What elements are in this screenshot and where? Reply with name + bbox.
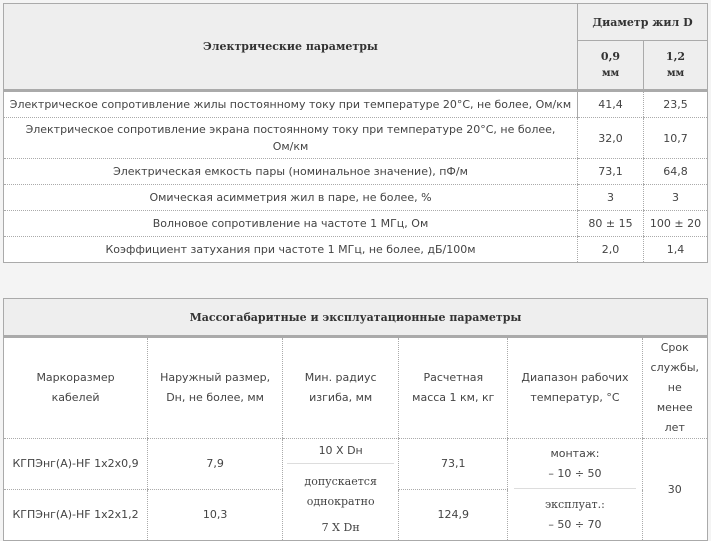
divider	[514, 488, 635, 489]
temp-oper-range: – 50 ÷ 70	[548, 518, 602, 531]
service-life: 30	[642, 439, 707, 541]
temp-oper-label: эксплуат.:	[545, 498, 605, 511]
diameter-value: 1,2	[665, 50, 686, 63]
electrical-params-table	[3, 3, 708, 263]
diameter-unit: мм	[601, 68, 620, 79]
diameter-unit: мм	[666, 68, 685, 79]
temp-mount-range: – 10 ÷ 50	[548, 467, 602, 480]
param-value: 73,1	[578, 159, 644, 185]
column-headers	[4, 337, 708, 439]
divider	[287, 463, 394, 464]
table-row	[4, 439, 708, 490]
cable-mark: КГПЭнг(А)-HF 1х2х1,2	[12, 508, 139, 521]
param-value: 3	[644, 185, 708, 211]
diameter-value: 0,9	[600, 50, 621, 63]
table-row	[4, 237, 708, 263]
table-row	[4, 185, 708, 211]
diameter-col-1-2	[644, 41, 708, 91]
cable-mark: КГПЭнг(А)-HF 1х2х0,9	[4, 439, 148, 490]
param-value: 64,8	[644, 159, 708, 185]
temp-mount-label: монтаж:	[550, 447, 600, 460]
param-value: 10,7	[644, 118, 708, 159]
param-label: Электрическая емкость пары (номинальное значение), пФ/м	[4, 159, 578, 185]
table-row	[4, 211, 708, 237]
bend-radius-cell	[283, 439, 399, 541]
bend-radius-once-note: допускается однократно	[304, 475, 377, 508]
outer-size: 10,3	[148, 490, 283, 541]
param-value: 3	[578, 185, 644, 211]
param-label: Электрическое сопротивление жилы постоянному току при температуре 20°С, не более, Ом/км	[4, 91, 578, 118]
mass: 73,1	[399, 439, 508, 490]
param-label: Волновое сопротивление на частоте 1 МГц, Ом	[4, 211, 578, 237]
param-value: 23,5	[644, 91, 708, 118]
param-label: Электрическое сопротивление экрана постоянному току при температуре 20°С, не более, Ом/км	[4, 118, 578, 159]
param-value: 41,4	[578, 91, 644, 118]
mechanical-params-title: Массогабаритные и эксплуатационные параметры	[4, 299, 708, 337]
param-value: 2,0	[578, 237, 644, 263]
param-label: Коэффициент затухания при частоте 1 МГц, не более, дБ/100м	[105, 243, 476, 256]
table-row	[4, 118, 708, 159]
param-value: 80 ± 15	[578, 211, 644, 237]
col-header: Наружный размер, Dн, не более, мм	[148, 337, 283, 439]
table-row	[4, 91, 708, 118]
diameter-header: Диаметр жил D	[578, 4, 708, 41]
col-header: Маркоразмер кабелей	[4, 337, 148, 439]
param-value: 1,4	[644, 237, 708, 263]
param-value: 32,0	[578, 118, 644, 159]
param-value: 100 ± 20	[644, 211, 708, 237]
table-row	[4, 159, 708, 185]
col-header: Мин. радиус изгиба, мм	[283, 337, 399, 439]
outer-size: 7,9	[148, 439, 283, 490]
param-label: Омическая асимметрия жил в паре, не более, %	[4, 185, 578, 211]
mass: 124,9	[399, 490, 508, 541]
bend-radius-once-value: 7 X Dн	[321, 521, 360, 534]
col-header: Срок службы, не менее лет	[642, 337, 707, 439]
diameter-col-0-9	[578, 41, 644, 91]
electrical-params-title: Электрические параметры	[4, 4, 578, 91]
temp-range-cell	[508, 439, 642, 541]
mechanical-params-table	[3, 298, 708, 541]
col-header: Диапазон рабочих температур, °С	[508, 337, 642, 439]
col-header: Расчетная масса 1 км, кг	[399, 337, 508, 439]
bend-radius-normal: 10 X Dн	[318, 444, 363, 457]
